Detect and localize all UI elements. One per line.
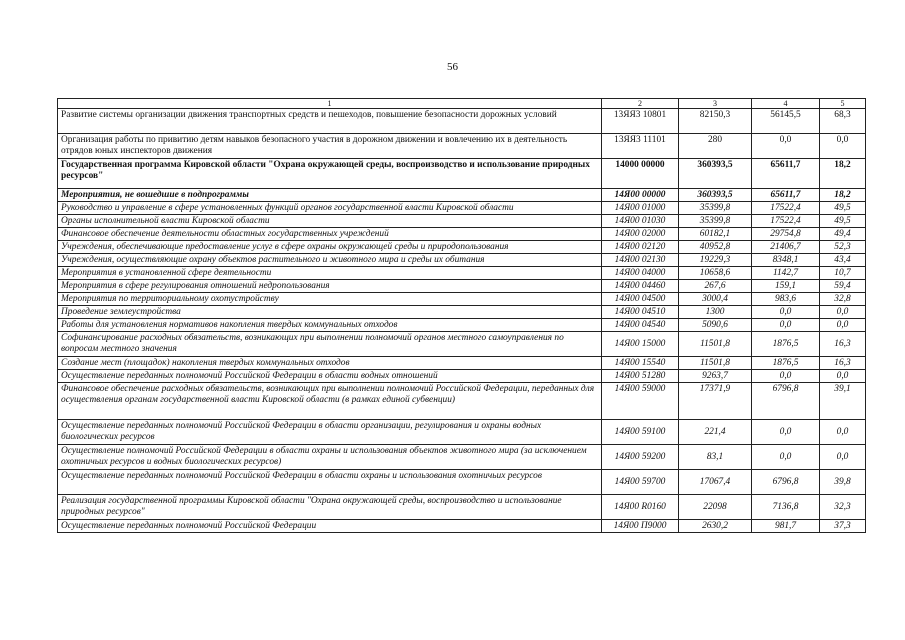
row-name-cell: Проведение землеустройства xyxy=(58,306,602,319)
row-plan-cell: 35399,8 xyxy=(679,202,752,215)
budget-table xyxy=(57,98,866,533)
row-fact-cell: 0,0 xyxy=(752,445,820,470)
row-name-cell: Мероприятия в установленной сфере деятельности xyxy=(58,267,602,280)
row-percent-cell: 49,4 xyxy=(820,228,866,241)
page-number: 56 xyxy=(447,61,458,73)
row-percent-cell: 0,0 xyxy=(820,134,866,159)
table-row xyxy=(58,470,866,495)
row-plan-cell: 83,1 xyxy=(679,445,752,470)
row-name-cell: Организация работы по привитию детям навыков безопасного участия в дорожном движении и вовлечению их в деятельность отрядов юных инспекторов движения xyxy=(58,134,602,159)
row-name-cell: Осуществление переданных полномочий Российской Федерации xyxy=(58,520,602,533)
row-name-cell: Осуществление переданных полномочий Российской Федерации в области охраны и использования охотничьих ресурсов xyxy=(58,470,602,495)
row-code-cell: 14Я00 R0160 xyxy=(602,495,679,520)
row-percent-cell: 39,1 xyxy=(820,383,866,420)
row-name-cell: Софинансирование расходных обязательств, возникающих при выполнении полномочий органов местного самоуправления по вопросам местного значения xyxy=(58,332,602,357)
table-row xyxy=(58,267,866,280)
row-name-cell: Учреждения, обеспечивающие предоставление услуг в сфере охраны окружающей среды и природопользования xyxy=(58,241,602,254)
row-plan-cell: 3000,4 xyxy=(679,293,752,306)
row-name-cell: Мероприятия, не вошедшие в подпрограммы xyxy=(58,189,602,202)
row-fact-cell: 65611,7 xyxy=(752,189,820,202)
row-fact-cell: 56145,5 xyxy=(752,109,820,134)
row-percent-cell: 16,3 xyxy=(820,357,866,370)
row-fact-cell: 21406,7 xyxy=(752,241,820,254)
row-percent-cell: 10,7 xyxy=(820,267,866,280)
row-code-cell: 14Я00 П9000 xyxy=(602,520,679,533)
table-header-row xyxy=(58,99,866,109)
row-name-cell: Мероприятия по территориальному охотустройству xyxy=(58,293,602,306)
row-percent-cell: 68,3 xyxy=(820,109,866,134)
row-percent-cell: 16,3 xyxy=(820,332,866,357)
row-percent-cell: 39,8 xyxy=(820,470,866,495)
row-plan-cell: 2630,2 xyxy=(679,520,752,533)
row-code-cell: 13ЯЯ3 10801 xyxy=(602,109,679,134)
row-percent-cell: 32,3 xyxy=(820,495,866,520)
row-percent-cell: 43,4 xyxy=(820,254,866,267)
row-percent-cell: 18,2 xyxy=(820,159,866,189)
table-row xyxy=(58,495,866,520)
row-name-cell: Финансовое обеспечение деятельности областных государственных учреждений xyxy=(58,228,602,241)
table-row xyxy=(58,228,866,241)
row-name-cell: Осуществление полномочий Российской Федерации в области охраны и использования объектов животного мира (за исключением охотничьих ресурсов и водных биологических ресурсов) xyxy=(58,445,602,470)
table-row xyxy=(58,306,866,319)
row-code-cell: 14Я00 15000 xyxy=(602,332,679,357)
row-plan-cell: 35399,8 xyxy=(679,215,752,228)
row-percent-cell: 0,0 xyxy=(820,420,866,445)
row-percent-cell: 0,0 xyxy=(820,319,866,332)
row-fact-cell: 0,0 xyxy=(752,134,820,159)
row-name-cell: Органы исполнительной власти Кировской области xyxy=(58,215,602,228)
row-plan-cell: 22098 xyxy=(679,495,752,520)
row-code-cell: 14Я00 01000 xyxy=(602,202,679,215)
row-percent-cell: 32,8 xyxy=(820,293,866,306)
row-name-cell: Осуществление переданных полномочий Российской Федерации в области организации, регулирования и охраны водных биологических ресурсов xyxy=(58,420,602,445)
table-row xyxy=(58,134,866,159)
table-row xyxy=(58,370,866,383)
row-plan-cell: 19229,3 xyxy=(679,254,752,267)
table-row xyxy=(58,109,866,134)
row-plan-cell: 221,4 xyxy=(679,420,752,445)
header-cell-1: 1 xyxy=(58,99,602,109)
row-code-cell: 14Я00 04460 xyxy=(602,280,679,293)
row-code-cell: 14Я00 02120 xyxy=(602,241,679,254)
row-name-cell: Финансовое обеспечение расходных обязательств, возникающих при выполнении полномочий Российской Федерации, переданных для осуществления органам государственной власти Кировской области (в рамках единой субвенции) xyxy=(58,383,602,420)
row-plan-cell: 10658,6 xyxy=(679,267,752,280)
table-row xyxy=(58,319,866,332)
row-name-cell: Руководство и управление в сфере установленных функций органов государственной власти Кировской области xyxy=(58,202,602,215)
row-name-cell: Работы для установления нормативов накопления твердых коммунальных отходов xyxy=(58,319,602,332)
row-fact-cell: 65611,7 xyxy=(752,159,820,189)
row-name-cell: Реализация государственной программы Кировской области "Охрана окружающей среды, воспроизводство и использование природных ресурсов" xyxy=(58,495,602,520)
row-fact-cell: 29754,8 xyxy=(752,228,820,241)
row-percent-cell: 0,0 xyxy=(820,445,866,470)
row-plan-cell: 9263,7 xyxy=(679,370,752,383)
table-row xyxy=(58,420,866,445)
row-name-cell: Создание мест (площадок) накопления твердых коммунальных отходов xyxy=(58,357,602,370)
row-code-cell: 14Я00 59100 xyxy=(602,420,679,445)
table-row xyxy=(58,241,866,254)
row-fact-cell: 7136,8 xyxy=(752,495,820,520)
row-code-cell: 14Я00 00000 xyxy=(602,189,679,202)
row-code-cell: 14Я00 59700 xyxy=(602,470,679,495)
row-fact-cell: 0,0 xyxy=(752,319,820,332)
row-plan-cell: 11501,8 xyxy=(679,357,752,370)
table-row xyxy=(58,293,866,306)
row-fact-cell: 983,6 xyxy=(752,293,820,306)
row-name-cell: Мероприятия в сфере регулирования отношений недропользования xyxy=(58,280,602,293)
row-code-cell: 14Я00 15540 xyxy=(602,357,679,370)
row-code-cell: 14Я00 04500 xyxy=(602,293,679,306)
header-cell-5: 5 xyxy=(820,99,866,109)
row-code-cell: 14Я00 02000 xyxy=(602,228,679,241)
table-row xyxy=(58,215,866,228)
row-fact-cell: 0,0 xyxy=(752,370,820,383)
row-plan-cell: 82150,3 xyxy=(679,109,752,134)
row-code-cell: 13ЯЯ3 11101 xyxy=(602,134,679,159)
row-plan-cell: 17067,4 xyxy=(679,470,752,495)
row-name-cell: Учреждения, осуществляющие охрану объектов растительного и животного мира и среды их обитания xyxy=(58,254,602,267)
row-code-cell: 14Я00 59000 xyxy=(602,383,679,420)
row-fact-cell: 0,0 xyxy=(752,306,820,319)
table-row xyxy=(58,445,866,470)
row-fact-cell: 17522,4 xyxy=(752,202,820,215)
row-fact-cell: 981,7 xyxy=(752,520,820,533)
row-plan-cell: 360393,5 xyxy=(679,159,752,189)
row-plan-cell: 5090,6 xyxy=(679,319,752,332)
row-percent-cell: 52,3 xyxy=(820,241,866,254)
row-code-cell: 14000 00000 xyxy=(602,159,679,189)
row-plan-cell: 360393,5 xyxy=(679,189,752,202)
row-fact-cell: 17522,4 xyxy=(752,215,820,228)
table-row xyxy=(58,383,866,420)
table-row xyxy=(58,159,866,189)
row-fact-cell: 6796,8 xyxy=(752,383,820,420)
row-fact-cell: 1876,5 xyxy=(752,357,820,370)
row-percent-cell: 59,4 xyxy=(820,280,866,293)
row-percent-cell: 37,3 xyxy=(820,520,866,533)
header-cell-3: 3 xyxy=(679,99,752,109)
row-fact-cell: 159,1 xyxy=(752,280,820,293)
table-row xyxy=(58,254,866,267)
row-code-cell: 14Я00 04540 xyxy=(602,319,679,332)
header-cell-4: 4 xyxy=(752,99,820,109)
row-name-cell: Государственная программа Кировской области "Охрана окружающей среды, воспроизводство и использование природных ресурсов" xyxy=(58,159,602,189)
row-code-cell: 14Я00 51280 xyxy=(602,370,679,383)
row-plan-cell: 11501,8 xyxy=(679,332,752,357)
row-fact-cell: 6796,8 xyxy=(752,470,820,495)
row-plan-cell: 60182,1 xyxy=(679,228,752,241)
row-code-cell: 14Я00 02130 xyxy=(602,254,679,267)
row-percent-cell: 49,5 xyxy=(820,202,866,215)
row-percent-cell: 0,0 xyxy=(820,306,866,319)
row-plan-cell: 267,6 xyxy=(679,280,752,293)
row-plan-cell: 17371,9 xyxy=(679,383,752,420)
row-name-cell: Осуществление переданных полномочий Российской Федерации в области водных отношений xyxy=(58,370,602,383)
row-code-cell: 14Я00 04000 xyxy=(602,267,679,280)
row-percent-cell: 0,0 xyxy=(820,370,866,383)
table-row xyxy=(58,202,866,215)
header-cell-2: 2 xyxy=(602,99,679,109)
table-row xyxy=(58,520,866,533)
row-fact-cell: 0,0 xyxy=(752,420,820,445)
row-plan-cell: 1300 xyxy=(679,306,752,319)
row-plan-cell: 280 xyxy=(679,134,752,159)
row-percent-cell: 49,5 xyxy=(820,215,866,228)
table-row xyxy=(58,280,866,293)
row-code-cell: 14Я00 04510 xyxy=(602,306,679,319)
table-row xyxy=(58,189,866,202)
row-code-cell: 14Я00 01030 xyxy=(602,215,679,228)
row-code-cell: 14Я00 59200 xyxy=(602,445,679,470)
row-fact-cell: 1876,5 xyxy=(752,332,820,357)
row-percent-cell: 18,2 xyxy=(820,189,866,202)
table-row xyxy=(58,357,866,370)
row-fact-cell: 1142,7 xyxy=(752,267,820,280)
row-fact-cell: 8348,1 xyxy=(752,254,820,267)
table-row xyxy=(58,332,866,357)
row-plan-cell: 40952,8 xyxy=(679,241,752,254)
row-name-cell: Развитие системы организации движения транспортных средств и пешеходов, повышение безопасности дорожных условий xyxy=(58,109,602,134)
